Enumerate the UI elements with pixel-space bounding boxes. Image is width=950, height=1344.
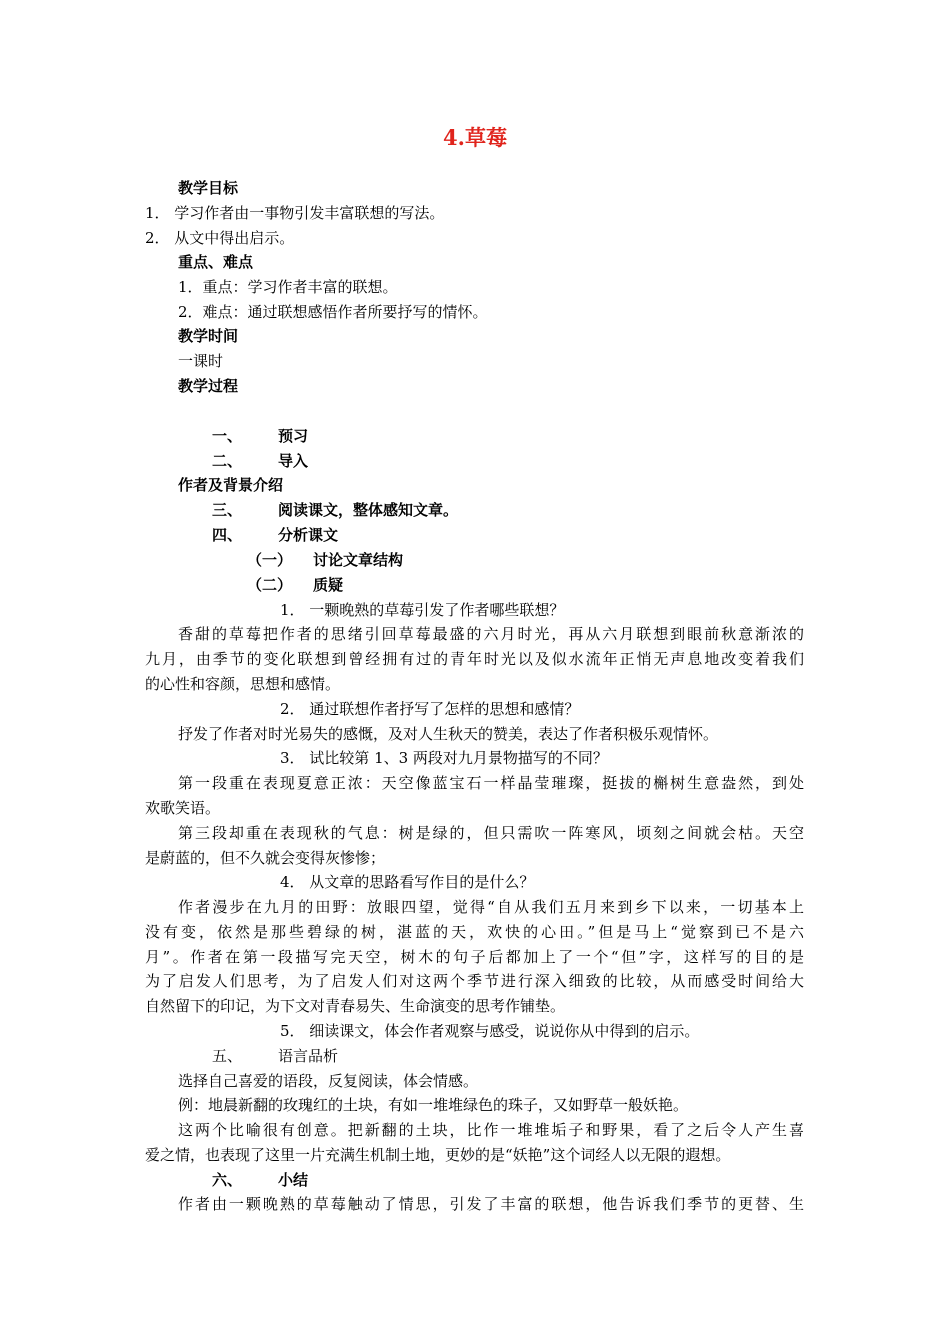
language-example: 例：地晨新翻的玫瑰红的土块，有如一堆堆绿色的珠子，又如野草一般妖艳。 <box>178 1096 689 1114</box>
question-2: 2． 通过联想作者抒写了怎样的思想和感情？ <box>280 700 580 718</box>
answer-4-line-5: 自然留下的印记，为下文对青春易失、生命演变的思考作铺垫。 <box>145 997 566 1015</box>
process-heading: 教学过程 <box>178 377 239 395</box>
substep-1-number: （一） <box>247 551 293 569</box>
objective-item-2: 2． 从文中得出启示。 <box>145 229 295 247</box>
answer-3b-line-2: 是蔚蓝的，但不久就会变得灰惨惨； <box>145 849 386 867</box>
step-6-label: 小结 <box>278 1171 309 1189</box>
answer-1-line-2: 九月，由季节的变化联想到曾经拥有过的青年时光以及似水流年正悄无声息地改变着我们 <box>145 650 804 668</box>
answer-3b-line-1: 第三段却重在表现秋的气息：树是绿的，但只需吹一阵寒风，顷刻之间就会枯。天空 <box>178 824 804 842</box>
language-intro: 选择自己喜爱的语段，反复阅读，体会情感。 <box>178 1072 479 1090</box>
summary-line-1: 作者由一颗晚熟的草莓触动了情思，引发了丰富的联想，他告诉我们季节的更替、生 <box>178 1195 804 1213</box>
objectives-heading: 教学目标 <box>178 179 239 197</box>
answer-1-line-1: 香甜的草莓把作者的思绪引回草莓最盛的六月时光，再从六月联想到眼前秋意渐浓的 <box>178 625 804 643</box>
language-comment-line-1: 这两个比喻很有创意。把新翻的土块，比作一堆堆垢子和野果，看了之后令人产生喜 <box>178 1121 804 1139</box>
step-3-label: 阅读课文，整体感知文章。 <box>278 501 459 519</box>
step-3-number: 三、 <box>212 501 243 519</box>
answer-4-line-3: 月”。作者在第一段描写完天空，树木的句子后都加上了一个“但”字，这样写的目的是 <box>145 948 804 966</box>
substep-2-number: （二） <box>247 576 293 594</box>
step-2-label: 导入 <box>278 452 309 470</box>
answer-4-line-1: 作者漫步在九月的田野：放眼四望，觉得“自从我们五月来到乡下以来，一切基本上 <box>178 898 804 916</box>
step-5-label: 语言品析 <box>278 1047 339 1065</box>
step-2-number: 二、 <box>212 452 243 470</box>
step-4-number: 四、 <box>212 526 243 544</box>
time-value: 一课时 <box>178 352 224 370</box>
key-point-item-2: 2．难点：通过联想感悟作者所要抒写的情怀。 <box>178 303 488 321</box>
answer-4-line-2: 没有变，依然是那些碧绿的树，湛蓝的天，欢快的心田。”但是马上“觉察到已不是六 <box>145 923 804 941</box>
step-5-number: 五、 <box>212 1047 243 1065</box>
substep-2-label: 质疑 <box>313 576 344 594</box>
question-4: 4． 从文章的思路看写作目的是什么？ <box>280 873 535 891</box>
key-point-item-1: 1．重点：学习作者丰富的联想。 <box>178 278 398 296</box>
step-1-number: 一、 <box>212 427 243 445</box>
answer-1-line-3: 的心性和容颜，思想和感情。 <box>145 675 341 693</box>
step-1-label: 预习 <box>278 427 309 445</box>
step-6-number: 六、 <box>212 1171 243 1189</box>
question-5: 5． 细读课文，体会作者观察与感受，说说你从中得到的启示。 <box>280 1022 700 1040</box>
objective-item-1: 1． 学习作者由一事物引发丰富联想的写法。 <box>145 204 445 222</box>
step-4-label: 分析课文 <box>278 526 339 544</box>
language-comment-line-2: 爱之情，也表现了这里一片充满生机制土地，更妙的是“妖艳”这个词经人以无限的遐想。 <box>145 1146 731 1164</box>
answer-3a-line-1: 第一段重在表现夏意正浓：天空像蓝宝石一样晶莹璀璨，挺拔的槲树生意盎然，到处 <box>178 774 804 792</box>
answer-2-line-1: 抒发了作者对时光易失的感慨，及对人生秋天的赞美，表达了作者积极乐观情怀。 <box>178 725 719 743</box>
answer-4-line-4: 为了启发人们思考，为了启发人们对这两个季节进行深入细致的比较，从而感受时间给大 <box>145 972 804 990</box>
time-heading: 教学时间 <box>178 327 239 345</box>
substep-1-label: 讨论文章结构 <box>313 551 404 569</box>
answer-3a-line-2: 欢歌笑语。 <box>145 799 221 817</box>
question-3: 3． 试比较第 1、3 两段对九月景物描写的不同？ <box>280 749 608 767</box>
key-points-heading: 重点、难点 <box>178 253 254 271</box>
question-1: 1． 一颗晚熟的草莓引发了作者哪些联想？ <box>280 601 565 619</box>
author-intro-heading: 作者及背景介绍 <box>178 476 284 494</box>
page-title: 4.草莓 <box>443 125 507 150</box>
